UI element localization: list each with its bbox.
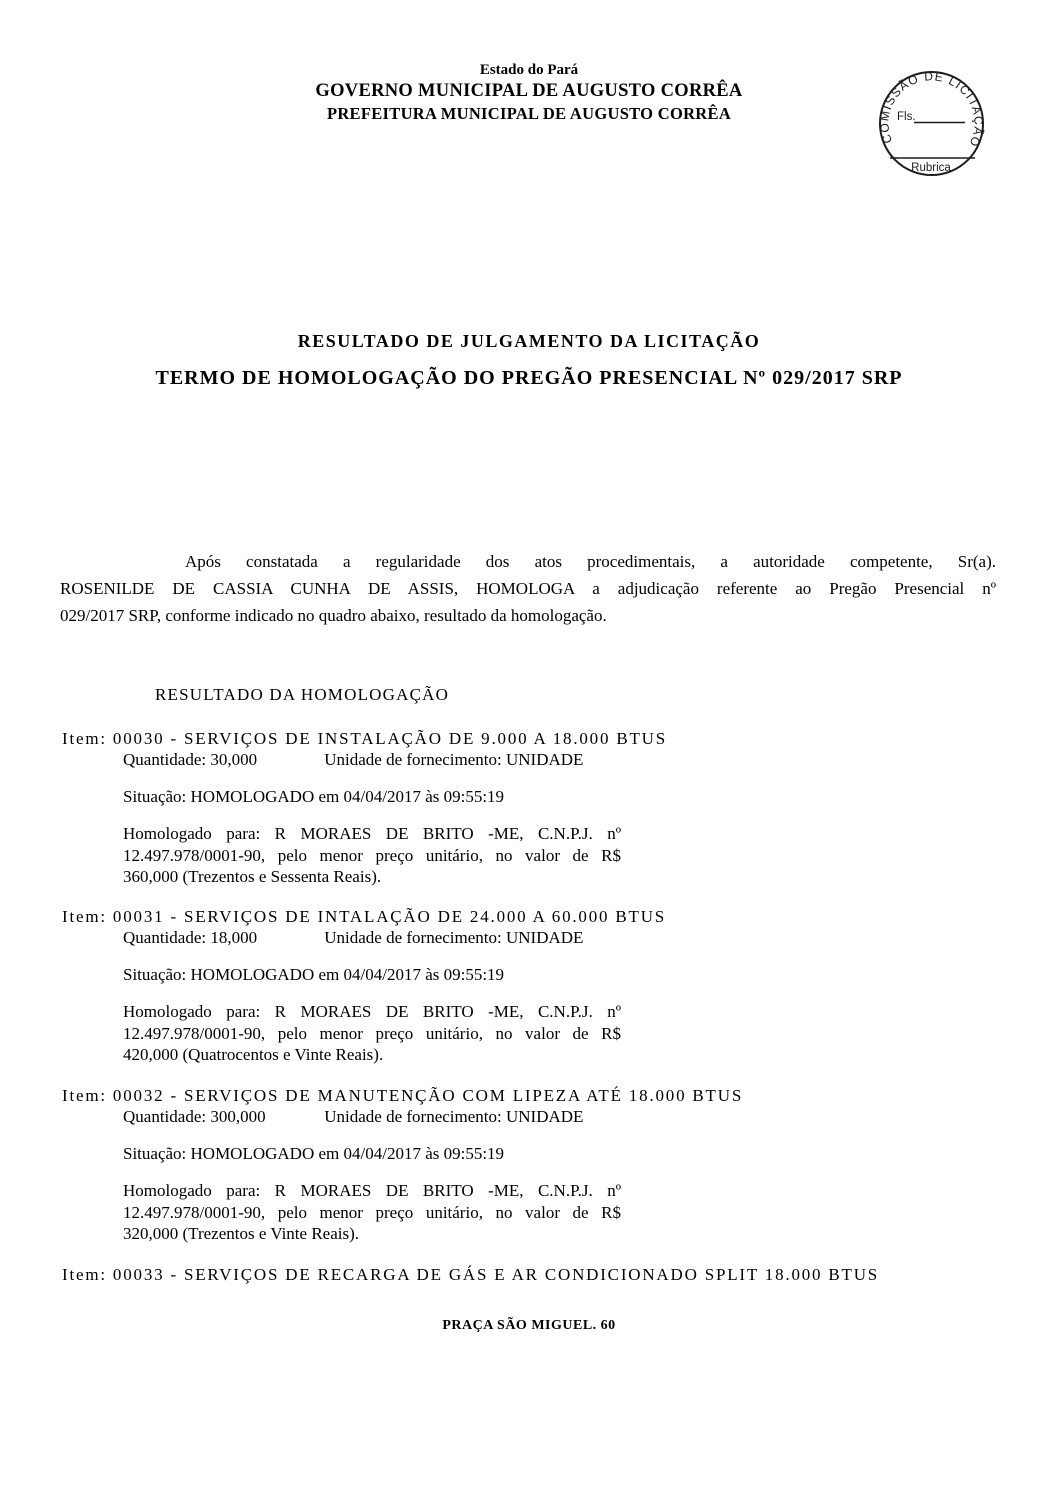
item-block-00032 <box>62 1085 1012 1245</box>
awarded-line-1: Homologado para: R MORAES DE BRITO -ME, C.N.P.J. nº <box>123 1181 621 1200</box>
awarded-line-1: Homologado para: R MORAES DE BRITO -ME, C.N.P.J. nº <box>123 1002 621 1021</box>
unit-label: Unidade de fornecimento: UNIDADE <box>324 750 584 769</box>
svg-text:COMISSÃO DE LICITAÇÃO <box>877 69 985 149</box>
quantity-label: Quantidade: 30,000 <box>123 750 258 769</box>
stamp-circular-text: COMISSÃO DE LICITAÇÃO <box>877 69 986 150</box>
awarded-line-1: Homologado para: R MORAES DE BRITO -ME, C.N.P.J. nº <box>123 824 621 843</box>
item-block-00030 <box>62 728 1012 888</box>
awarded-line-2: 12.497.978/0001-90, pelo menor preço unitário, no valor de R$ <box>123 1202 621 1222</box>
quantity-line <box>123 1106 1012 1127</box>
unit-label: Unidade de fornecimento: UNIDADE <box>324 1107 584 1126</box>
item-title: Item: 00031 - SERVIÇOS DE INTALAÇÃO DE 24.000 A 60.000 BTUS <box>62 907 667 926</box>
awarded-paragraph <box>123 1001 621 1066</box>
intro-line-3: 029/2017 SRP, conforme indicado no quadro abaixo, resultado da homologação. <box>60 606 607 625</box>
stamp-rubrica-label: Rubrica <box>911 162 951 174</box>
homologation-title: TERMO DE HOMOLOGAÇÃO DO PREGÃO PRESENCIAL Nº 029/2017 SRP <box>155 367 903 389</box>
item-title: Item: 00030 - SERVIÇOS DE INSTALAÇÃO DE 9.000 A 18.000 BTUS <box>62 729 667 748</box>
intro-line-2: ROSENILDE DE CASSIA CUNHA DE ASSIS, HOMOLOGA a adjudicação referente ao Pregão Presencial nº <box>60 579 996 598</box>
awarded-line-3: 320,000 (Trezentos e Vinte Reais). <box>123 1224 359 1243</box>
footer-address: PRAÇA SÃO MIGUEL. 60 <box>442 1318 616 1333</box>
letterhead-prefecture: PREFEITURA MUNICIPAL DE AUGUSTO CORRÊA <box>326 104 732 123</box>
letterhead-state: Estado do Pará <box>479 62 579 78</box>
stamp-fls-label: Fls. <box>897 111 916 123</box>
result-title: RESULTADO DE JULGAMENTO DA LICITAÇÃO <box>297 331 761 351</box>
quantity-label: Quantidade: 300,000 <box>123 1107 266 1126</box>
awarded-line-3: 420,000 (Quatrocentos e Vinte Reais). <box>123 1045 384 1064</box>
item-title: Item: 00032 - SERVIÇOS DE MANUTENÇÃO COM LIPEZA ATÉ 18.000 BTUS <box>62 1086 744 1105</box>
intro-paragraph <box>60 548 996 629</box>
status-label: Situação: HOMOLOGADO em 04/04/2017 às 09:55:19 <box>123 787 505 806</box>
awarded-paragraph <box>123 823 621 888</box>
status-label: Situação: HOMOLOGADO em 04/04/2017 às 09:55:19 <box>123 965 505 984</box>
section-heading: RESULTADO DA HOMOLOGAÇÃO <box>155 685 450 704</box>
unit-label: Unidade de fornecimento: UNIDADE <box>324 928 584 947</box>
status-label: Situação: HOMOLOGADO em 04/04/2017 às 09:55:19 <box>123 1144 505 1163</box>
awarded-line-2: 12.497.978/0001-90, pelo menor preço unitário, no valor de R$ <box>123 1023 621 1043</box>
quantity-label: Quantidade: 18,000 <box>123 928 258 947</box>
letterhead-government: GOVERNO MUNICIPAL DE AUGUSTO CORRÊA <box>315 81 743 101</box>
item-block-00031 <box>62 906 1012 1066</box>
awarded-line-2: 12.497.978/0001-90, pelo menor preço unitário, no valor de R$ <box>123 845 621 865</box>
awarded-line-3: 360,000 (Trezentos e Sessenta Reais). <box>123 867 382 886</box>
quantity-line <box>123 927 1012 948</box>
item-title: Item: 00033 - SERVIÇOS DE RECARGA DE GÁS E AR CONDICIONADO SPLIT 18.000 BTUS <box>62 1265 880 1284</box>
awarded-paragraph <box>123 1180 621 1245</box>
intro-line-1: Após constatada a regularidade dos atos procedimentais, a autoridade competente, Sr(a). <box>185 552 996 571</box>
comissao-stamp <box>876 66 986 180</box>
item-block-00033 <box>62 1264 1012 1285</box>
quantity-line <box>123 749 1012 770</box>
